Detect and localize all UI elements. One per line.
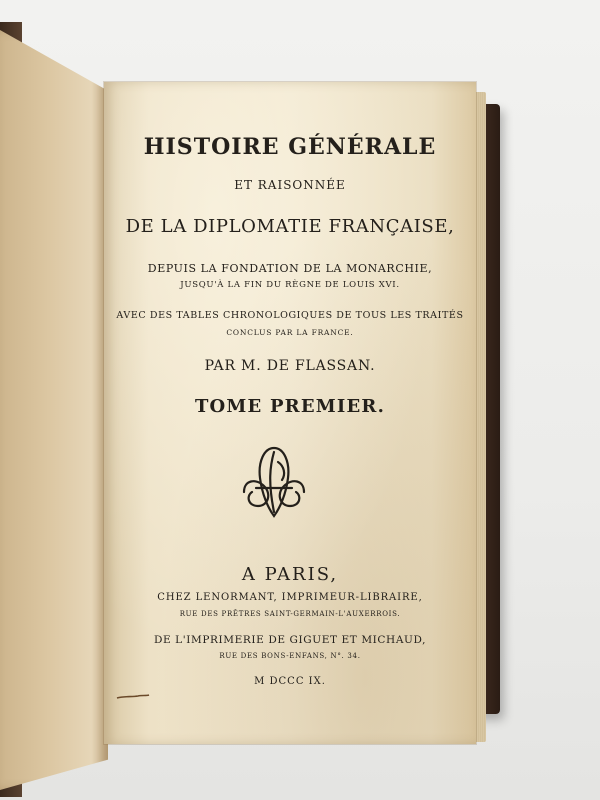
date-line: M DCCC IX. — [254, 676, 326, 687]
printer-address-line: RUE DES BONS-ENFANS, N°. 34. — [219, 652, 361, 660]
monogram-ornament — [234, 442, 314, 522]
printer-line: DE L'IMPRIMERIE DE GIGUET ET MICHAUD, — [153, 634, 427, 646]
tables-line-1: AVEC DES TABLES CHRONOLOGIQUES DE TOUS LES TRAITÉS — [116, 310, 464, 321]
subtitle-line-2: DE LA DIPLOMATIE FRANÇAISE, — [125, 216, 455, 237]
left-leaf — [0, 30, 108, 790]
place-line: A PARIS, — [241, 564, 339, 585]
scope-line-2: JUSQU'À LA FIN DU RÈGNE DE LOUIS XVI. — [180, 280, 400, 290]
ink-mark — [116, 694, 150, 700]
author-line: PAR M. DE FLASSAN. — [204, 358, 376, 374]
scope-line-1: DEPUIS LA FONDATION DE LA MONARCHIE, — [147, 262, 433, 275]
publisher-address-line: RUE DES PRÊTRES SAINT-GERMAIN-L'AUXERROIS. — [179, 610, 401, 618]
book-title: HISTOIRE GÉNÉRALE — [143, 134, 437, 160]
publisher-line: CHEZ LENORMANT, IMPRIMEUR-LIBRAIRE, — [157, 592, 423, 603]
volume-line: TOME PREMIER. — [194, 396, 386, 417]
tables-line-2: CONCLUS PAR LA FRANCE. — [226, 328, 354, 337]
subtitle-line-1: ET RAISONNÉE — [234, 178, 346, 192]
title-page — [104, 82, 476, 744]
